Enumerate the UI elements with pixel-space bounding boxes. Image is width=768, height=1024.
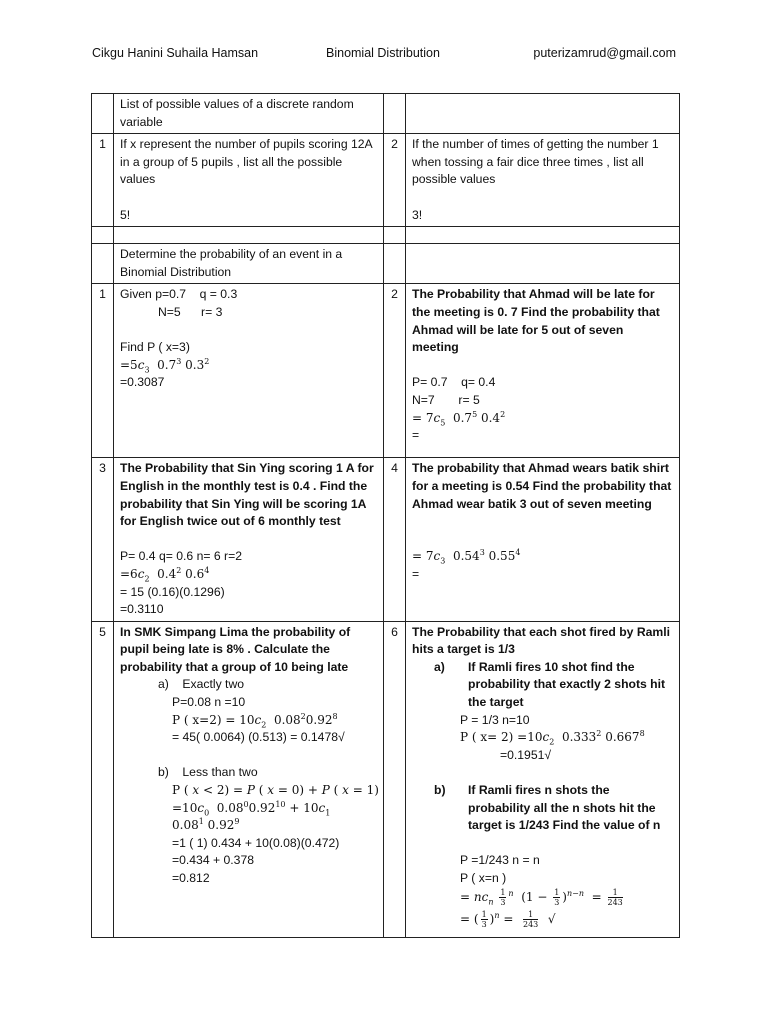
header-title: Binomial Distribution bbox=[326, 46, 440, 60]
part-b-formula-2: $=10c_0$ $0.08^00.92^{10} + 10c_1$ bbox=[172, 799, 331, 818]
answer-text: 5! bbox=[120, 207, 131, 222]
question-text: If the number of times of getting the number 1 when tossing a fair dice three times , list all possible values bbox=[412, 137, 659, 187]
spacer-row bbox=[92, 227, 680, 244]
answer-blank: = bbox=[412, 428, 420, 443]
section1-question-1 bbox=[114, 134, 384, 227]
part-a-formula: P ( $x=2) = 10c_2$ 0.08$^2$0.92$^8$ bbox=[172, 711, 338, 730]
question-text: The Probability that each shot fired by Ramli hits a target is 1/3 bbox=[412, 624, 671, 657]
part-b-formula-1: P ( x < 2) = P ( x = 0) + P ( x = 1) bbox=[172, 783, 379, 798]
section2-row-2 bbox=[92, 458, 680, 621]
given-r: r= 5 bbox=[458, 392, 480, 407]
question-number: 1 bbox=[92, 284, 114, 458]
part-b-formula-1: = $nc_n$ $\frac{1}{3}$ $^n$ (1 − $\frac{1}{3}$ )$^{n-n}$ = $\frac{1}{243}$ bbox=[460, 887, 623, 907]
section2-question-5 bbox=[114, 621, 384, 937]
part-a-text: a) If Ramli fires 10 shot find the probability that exactly 2 shots hit the target bbox=[434, 659, 666, 710]
part-a-result: = 45( 0.0064) (0.513) = 0.1478√ bbox=[172, 730, 345, 745]
question-number: 4 bbox=[384, 458, 406, 621]
given-p: P= 0.7 bbox=[412, 375, 448, 390]
formula-line: $=5c_3$ $0.7^3$ $0.3^2$ bbox=[120, 356, 210, 375]
header-author: Cikgu Hanini Suhaila Hamsan bbox=[92, 46, 259, 60]
part-b-params: P =1/243 n = n bbox=[460, 853, 540, 868]
result-line: =0.3110 bbox=[120, 602, 164, 617]
given-n: N=5 bbox=[158, 304, 181, 319]
question-text: If x represent the number of pupils scoring 12A in a group of 5 pupils , list all the possible values bbox=[120, 137, 373, 187]
section2-title: Determine the probability of an event in a Binomial Distribution bbox=[114, 244, 384, 284]
question-number: 2 bbox=[384, 284, 406, 458]
part-b-working-2: =0.434 + 0.378 bbox=[172, 853, 255, 868]
given-p: Given p=0.7 bbox=[120, 287, 187, 302]
section1-title-row bbox=[92, 94, 680, 134]
given-n: N=7 bbox=[412, 392, 435, 407]
answer-blank: = bbox=[412, 566, 420, 581]
params-line: P= 0.4 q= 0.6 n= 6 r=2 bbox=[120, 549, 242, 564]
part-b-text: b) If Ramli fires n shots the probability all the n shots hit the target is 1/243 Find the value of n bbox=[434, 783, 661, 833]
answer-text: 3! bbox=[412, 207, 423, 222]
question-number: 2 bbox=[384, 134, 406, 227]
question-text: The Probability that Sin Ying scoring 1 A for English in the monthly test is 0.4 . Find the probability that Sin Ying will be scoring 1A for English twice out of 6 monthly test bbox=[120, 461, 374, 529]
result-line: =0.3087 bbox=[120, 375, 165, 390]
part-b-working-1: =1 ( 1) 0.434 + 10(0.08)(0.472) bbox=[172, 835, 340, 850]
part-a-params: P = 1/3 n=10 bbox=[460, 712, 530, 727]
section2-row-3 bbox=[92, 621, 680, 937]
worksheet-table bbox=[91, 93, 680, 938]
working-line: = 15 (0.16)(0.1296) bbox=[120, 584, 225, 599]
section2-title-row bbox=[92, 244, 680, 284]
given-q: q = 0.3 bbox=[199, 287, 238, 302]
section2-question-4 bbox=[406, 458, 680, 621]
part-b-formula-2: = ( $\frac{1}{3}$ )$^n$ = $\frac{1}{243}$ √ bbox=[460, 909, 556, 929]
question-text: The probability that Ahmad wears batik shirt for a meeting is 0.54 Find the probability that Ahmad wear batik 3 out of seven meeting bbox=[412, 461, 672, 511]
part-b-formula-3: 0.08$^1$ 0.92$^9$ bbox=[172, 817, 240, 833]
given-r: r= 3 bbox=[201, 304, 223, 319]
section2-question-6 bbox=[406, 621, 680, 937]
section2-question-1 bbox=[114, 284, 384, 458]
formula-line: = $7c_5$ $0.7^5$ $0.4^2$ bbox=[412, 409, 506, 427]
part-a-formula: P ( $x= 2) =10c_2$ 0.333$^2$ 0.667$^8$ bbox=[460, 729, 645, 747]
part-b-result: =0.812 bbox=[172, 871, 210, 885]
question-text: In SMK Simpang Lima the probability of pupil being late is 8% . Calculate the probability that a group of 10 being late bbox=[120, 624, 351, 674]
question-number: 5 bbox=[92, 621, 114, 937]
formula-line: = $7c_3$ 0.54$^3$ 0.55$^4$ bbox=[412, 548, 521, 566]
section2-row-1 bbox=[92, 284, 680, 458]
question-number: 3 bbox=[92, 458, 114, 621]
part-a-result: =0.1951√ bbox=[500, 747, 552, 762]
given-q: q= 0.4 bbox=[461, 375, 496, 390]
part-b-title: b) Less than two bbox=[158, 765, 258, 780]
find-statement: Find P ( x=3) bbox=[120, 340, 190, 355]
section2-question-3 bbox=[114, 458, 384, 621]
header-email: puterizamrud@gmail.com bbox=[533, 46, 676, 60]
section2-question-2 bbox=[406, 284, 680, 458]
question-number: 1 bbox=[92, 134, 114, 227]
section1-question-row bbox=[92, 134, 680, 227]
section1-question-2 bbox=[406, 134, 680, 227]
section1-title: List of possible values of a discrete random variable bbox=[114, 94, 384, 134]
part-b-find: P ( x=n ) bbox=[460, 871, 507, 885]
formula-line: $=6c_2$ $0.4^2$ $0.6^4$ bbox=[120, 565, 210, 584]
part-a-params: P=0.08 n =10 bbox=[172, 695, 246, 710]
question-number: 6 bbox=[384, 621, 406, 937]
part-a-title: a) Exactly two bbox=[158, 677, 245, 692]
question-text: The Probability that Ahmad will be late for the meeting is 0. 7 Find the probability that Ahmad will be late for 5 out of seven meeting bbox=[412, 287, 660, 355]
